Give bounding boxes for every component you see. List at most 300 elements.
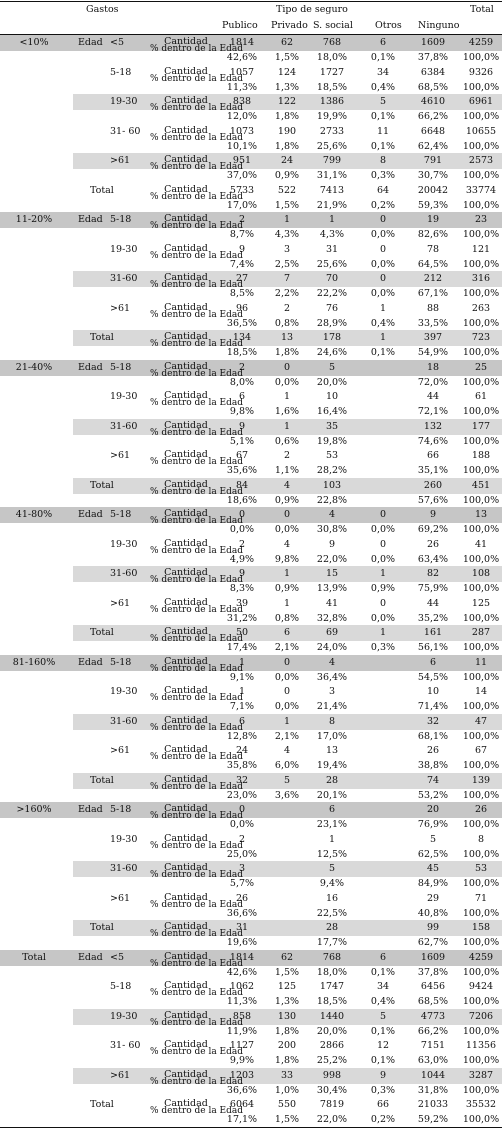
age-label: 31- 60 [110,1040,141,1051]
age-label: 19-30 [110,833,138,845]
percent-cell: 100,0% [462,406,500,417]
count-cell: 132 [423,420,443,432]
count-cell: 11356 [465,1040,497,1051]
pct-label: % dentro de la Edad [150,368,244,379]
percent-cell: 100,0% [462,612,500,624]
percent-cell: 22,0% [316,1114,348,1125]
percent-cell: 1,5% [274,52,300,63]
count-cell: 161 [423,627,443,638]
percent-cell: 9,8% [229,406,255,417]
pct-label: % dentro de la Edad [150,604,244,615]
percent-cell: 2,1% [274,642,300,653]
count-cell: 260 [423,479,443,491]
edad-label: Edad [78,214,103,225]
count-cell: 6 [429,656,437,668]
percent-cell: 1,1% [274,465,300,476]
percent-cell: 0,2% [370,1114,396,1125]
percent-cell: 36,5% [226,317,258,329]
count-cell: 6 [379,951,387,963]
count-cell: 1440 [319,1010,345,1022]
count-cell: 1 [283,715,291,727]
count-cell: 67 [235,450,249,461]
count-cell: 69 [325,627,339,638]
age-label: 31-60 [110,863,138,874]
edad-label: Edad [78,509,103,520]
count-cell: 3 [283,243,291,255]
percent-cell: 100,0% [462,1055,500,1066]
percent-cell: 28,9% [316,317,348,329]
percent-cell: 82,6% [417,229,449,240]
percent-cell: 100,0% [462,140,500,152]
count-cell: 3 [328,686,336,697]
percent-cell: 37,8% [417,966,449,978]
count-cell: 2 [238,833,246,845]
count-cell: 2573 [468,155,494,166]
count-cell: 1 [283,597,291,609]
percent-cell: 0,4% [370,996,396,1007]
percent-cell: 0,0% [370,524,396,535]
percent-cell: 0,9% [274,170,300,181]
count-cell: 9326 [468,66,494,78]
count-cell: 1 [283,391,291,402]
percent-cell: 37,8% [417,52,449,63]
pct-label: % dentro de la Edad [150,132,244,143]
pct-label: % dentro de la Edad [150,191,244,202]
age-label: 31-60 [110,715,138,727]
col-privado: Privado [271,20,308,31]
count-cell: 76 [325,302,339,314]
count-cell: 2 [238,538,246,550]
age-label: >61 [110,450,131,461]
percent-cell: 0,3% [370,642,396,653]
count-cell: 6 [328,804,336,815]
count-cell: 4 [283,745,291,756]
edad-label: Edad [78,951,103,963]
percent-cell: 1,6% [274,406,300,417]
col-s-social: S. social [313,20,353,31]
cantidad-label: Cantidad [164,803,208,814]
percent-cell: 38,8% [417,760,449,771]
count-cell: 158 [471,922,491,933]
percent-cell: 0,0% [229,524,255,535]
count-cell: 550 [277,1099,297,1110]
age-label: 5-18 [110,214,132,225]
percent-cell: 100,0% [462,347,500,358]
count-cell: 21033 [417,1099,449,1110]
count-cell: 0 [379,214,387,225]
percent-cell: 1,8% [274,1025,300,1037]
percent-cell: 11,9% [226,1025,258,1037]
count-cell: 5733 [229,184,255,196]
count-cell: 0 [379,597,387,609]
count-cell: 130 [277,1010,297,1022]
percent-cell: 0,1% [370,1055,396,1066]
count-cell: 10655 [465,125,497,137]
col-ninguno: Ninguno [418,20,460,31]
count-cell: 78 [426,243,440,255]
percent-cell: 1,5% [274,199,300,211]
percent-cell: 12,5% [316,848,348,860]
count-cell: 88 [426,302,440,314]
count-cell: 1057 [229,66,255,78]
cantidad-label: Cantidad [164,272,208,283]
percent-cell: 75,9% [417,583,449,594]
header-total: Total [470,4,494,15]
percent-cell: 40,8% [417,907,449,919]
count-cell: 7413 [319,184,345,196]
count-cell: 4 [283,538,291,550]
percent-cell: 1,5% [274,966,300,978]
count-cell: 13 [325,745,339,756]
percent-cell: 100,0% [462,996,500,1007]
pct-label: % dentro de la Edad [150,516,244,526]
count-cell: 1203 [229,1069,255,1081]
percent-cell: 100,0% [462,907,500,919]
count-cell: 9 [238,420,246,432]
count-cell: 858 [232,1010,252,1022]
age-label: Total [90,922,114,933]
percent-cell: 100,0% [462,671,500,683]
cantidad-label: Cantidad [164,714,208,726]
count-cell: 1814 [229,951,255,963]
pct-label: % dentro de la Edad [150,958,244,969]
count-cell: 316 [471,273,491,284]
count-cell: 9 [238,243,246,255]
count-cell: 71 [474,892,488,904]
percent-cell: 23,0% [226,789,258,801]
count-cell: 139 [471,774,491,786]
count-cell: 6 [238,715,246,727]
percent-cell: 21,4% [316,701,348,712]
count-cell: 1 [283,568,291,579]
cantidad-label: Cantidad [164,36,208,47]
count-cell: 8 [477,833,485,845]
percent-cell: 100,0% [462,966,500,978]
count-cell: 2 [238,361,246,373]
count-cell: 3 [238,863,246,874]
pct-label: % dentro de la Edad [150,1017,244,1028]
pct-label: % dentro de la Edad [150,929,244,939]
header-tipo-de-seguro: Tipo de seguro [276,4,348,15]
cantidad-label: Cantidad [164,301,208,313]
percent-cell: 30,7% [417,170,449,181]
percent-cell: 22,5% [316,907,348,919]
count-cell: 14 [474,686,488,697]
count-cell: 10 [325,391,339,402]
percent-cell: 18,0% [316,966,348,978]
percent-cell: 100,0% [462,1114,500,1125]
count-cell: 838 [232,96,252,107]
count-cell: 0 [379,538,387,550]
percent-cell: 11,3% [226,81,258,93]
pct-label: % dentro de la Edad [150,339,244,349]
percent-cell: 64,5% [417,258,449,270]
percent-cell: 35,8% [226,760,258,771]
pct-label: % dentro de la Edad [150,545,244,556]
age-label: Total [90,332,114,343]
count-cell: 7206 [468,1010,494,1022]
pct-label: % dentro de la Edad [150,457,244,467]
age-label: Total [90,774,114,786]
pct-label: % dentro de la Edad [150,309,244,320]
cantidad-label: Cantidad [164,154,208,165]
percent-cell: 100,0% [462,229,500,240]
cantidad-label: Cantidad [164,449,208,460]
percent-cell: 5,7% [229,878,255,889]
percent-cell: 10,1% [226,140,258,152]
cantidad-label: Cantidad [164,950,208,962]
percent-cell: 0,1% [370,52,396,63]
count-cell: 0 [379,509,387,520]
percent-cell: 66,2% [417,1025,449,1037]
count-cell: 53 [325,450,339,461]
percent-cell: 100,0% [462,111,500,122]
count-cell: 74 [426,774,440,786]
count-cell: 177 [471,420,491,432]
percent-cell: 21,9% [316,199,348,211]
percent-cell: 20,0% [316,1025,348,1037]
cantidad-label: Cantidad [164,980,208,991]
count-cell: 16 [325,892,339,904]
percent-cell: 36,6% [226,1084,258,1096]
percent-cell: 0,0% [370,258,396,270]
count-cell: 66 [426,450,440,461]
count-cell: 6456 [420,981,446,992]
percent-cell: 0,1% [370,1025,396,1037]
percent-cell: 57,6% [417,494,449,506]
count-cell: 27 [235,273,249,284]
count-cell: 188 [471,450,491,461]
count-cell: 26 [426,538,440,550]
count-cell: 2733 [319,125,345,137]
percent-cell: 0,1% [370,966,396,978]
pct-label: % dentro de la Edad [150,634,244,644]
percent-cell: 22,0% [316,553,348,565]
pct-label: % dentro de la Edad [150,73,244,84]
cantidad-label: Cantidad [164,832,208,844]
count-cell: 134 [232,332,252,343]
count-cell: 0 [283,509,291,520]
cantidad-label: Cantidad [164,508,208,519]
age-label: 5-18 [110,509,132,520]
count-cell: 4 [328,509,336,520]
count-cell: 9 [328,538,336,550]
percent-cell: 72,0% [417,376,449,388]
count-cell: 44 [426,391,440,402]
count-cell: 1814 [229,37,255,48]
percent-cell: 68,5% [417,81,449,93]
count-cell: 0 [238,509,246,520]
count-cell: 26 [474,804,488,815]
cantidad-label: Cantidad [164,1068,208,1080]
pct-label: % dentro de la Edad [150,693,244,703]
count-cell: 124 [277,66,297,78]
percent-cell: 1,0% [274,1084,300,1096]
count-cell: 0 [283,656,291,668]
percent-cell: 20,1% [316,789,348,801]
count-cell: 200 [277,1040,297,1051]
pct-label: % dentro de la Edad [150,752,244,762]
count-cell: 24 [235,745,249,756]
count-cell: 6064 [229,1099,255,1110]
percent-cell: 0,0% [274,376,300,388]
cantidad-label: Cantidad [164,478,208,490]
edad-label: Edad [78,804,103,815]
percent-cell: 100,0% [462,376,500,388]
count-cell: 5 [379,1010,387,1022]
count-cell: 35532 [465,1099,497,1110]
count-cell: 31 [235,922,249,933]
count-cell: 1073 [229,125,255,137]
cantidad-label: Cantidad [164,390,208,401]
cantidad-label: Cantidad [164,921,208,932]
count-cell: 62 [280,37,294,48]
percent-cell: 54,5% [417,671,449,683]
count-cell: 1127 [229,1040,255,1051]
percent-cell: 76,9% [417,819,449,830]
count-cell: 1609 [420,951,446,963]
count-cell: 9 [238,568,246,579]
count-cell: 8 [379,155,387,166]
count-cell: 32 [426,715,440,727]
pct-label: % dentro de la Edad [150,162,244,172]
percent-cell: 31,8% [417,1084,449,1096]
pct-label: % dentro de la Edad [150,840,244,851]
percent-cell: 4,3% [319,229,345,240]
count-cell: 287 [471,627,491,638]
pct-label: % dentro de la Edad [150,899,244,910]
header-rule-top [0,1,502,2]
cantidad-label: Cantidad [164,1098,208,1109]
percent-cell: 12,0% [226,111,258,122]
percent-cell: 25,0% [226,848,258,860]
cantidad-label: Cantidad [164,1009,208,1021]
count-cell: 2 [283,450,291,461]
percent-cell: 0,4% [370,317,396,329]
percent-cell: 84,9% [417,878,449,889]
cantidad-label: Cantidad [164,891,208,903]
percent-cell: 0,9% [274,583,300,594]
age-label: Total [90,479,114,491]
count-cell: 1062 [229,981,255,992]
percent-cell: 18,5% [316,996,348,1007]
pct-label: % dentro de la Edad [150,781,244,792]
count-cell: 6 [238,391,246,402]
percent-cell: 9,9% [229,1055,255,1066]
percent-cell: 32,8% [316,612,348,624]
cantidad-label: Cantidad [164,744,208,755]
percent-cell: 1,8% [274,140,300,152]
count-cell: 84 [235,479,249,491]
percent-cell: 18,0% [316,52,348,63]
pct-label: % dentro de la Edad [150,44,244,54]
edad-label: Edad [78,656,103,668]
count-cell: 125 [277,981,297,992]
count-cell: 122 [277,96,297,107]
percent-cell: 18,5% [226,347,258,358]
percent-cell: 100,0% [462,848,500,860]
cantidad-label: Cantidad [164,567,208,578]
count-cell: 799 [322,155,342,166]
count-cell: 4773 [420,1010,446,1022]
count-cell: 24 [280,155,294,166]
count-cell: 522 [277,184,297,196]
count-cell: 2866 [319,1040,345,1051]
percent-cell: 0,0% [274,701,300,712]
percent-cell: 68,5% [417,996,449,1007]
percent-cell: 35,1% [417,465,449,476]
percent-cell: 28,2% [316,465,348,476]
age-label: 19-30 [110,538,138,550]
percent-cell: 3,6% [274,789,300,801]
percent-cell: 0,9% [370,583,396,594]
count-cell: 723 [471,332,491,343]
percent-cell: 0,0% [370,612,396,624]
count-cell: 47 [474,715,488,727]
percent-cell: 18,6% [226,494,258,506]
percent-cell: 42,6% [226,52,258,63]
cantidad-label: Cantidad [164,65,208,77]
percent-cell: 69,2% [417,524,449,535]
count-cell: 2 [283,302,291,314]
percent-cell: 0,1% [370,140,396,152]
count-cell: 34 [376,66,390,78]
percent-cell: 54,9% [417,347,449,358]
percent-cell: 74,6% [417,435,449,447]
percent-cell: 23,1% [316,819,348,830]
percent-cell: 0,8% [274,317,300,329]
count-cell: 4 [283,479,291,491]
count-cell: 35 [325,420,339,432]
count-cell: 18 [426,361,440,373]
percent-cell: 9,1% [229,671,255,683]
count-cell: 951 [232,155,252,166]
pct-label: % dentro de la Edad [150,280,244,290]
percent-cell: 31,2% [226,612,258,624]
percent-cell: 100,0% [462,81,500,93]
count-cell: 2 [238,214,246,225]
percent-cell: 24,6% [316,347,348,358]
pct-label: % dentro de la Edad [150,486,244,497]
percent-cell: 8,3% [229,583,255,594]
percent-cell: 11,3% [226,996,258,1007]
count-cell: 121 [471,243,491,255]
count-cell: 1 [379,302,387,314]
percent-cell: 7,4% [229,258,255,270]
count-cell: 1 [379,627,387,638]
count-cell: 1 [379,568,387,579]
count-cell: 62 [280,951,294,963]
percent-cell: 24,0% [316,642,348,653]
percent-cell: 53,2% [417,789,449,801]
edad-label: Edad [78,37,103,48]
count-cell: 263 [471,302,491,314]
percent-cell: 0,0% [274,524,300,535]
age-label: 19-30 [110,686,138,697]
percent-cell: 9,8% [274,553,300,565]
percent-cell: 0,0% [370,229,396,240]
group-label: <10% [19,37,49,48]
count-cell: 34 [376,981,390,992]
age-label: 19-30 [110,243,138,255]
percent-cell: 42,6% [226,966,258,978]
percent-cell: 1,3% [274,81,300,93]
percent-cell: 17,0% [316,730,348,742]
count-cell: 6 [283,627,291,638]
count-cell: 1727 [319,66,345,78]
percent-cell: 33,5% [417,317,449,329]
percent-cell: 1,8% [274,1055,300,1066]
